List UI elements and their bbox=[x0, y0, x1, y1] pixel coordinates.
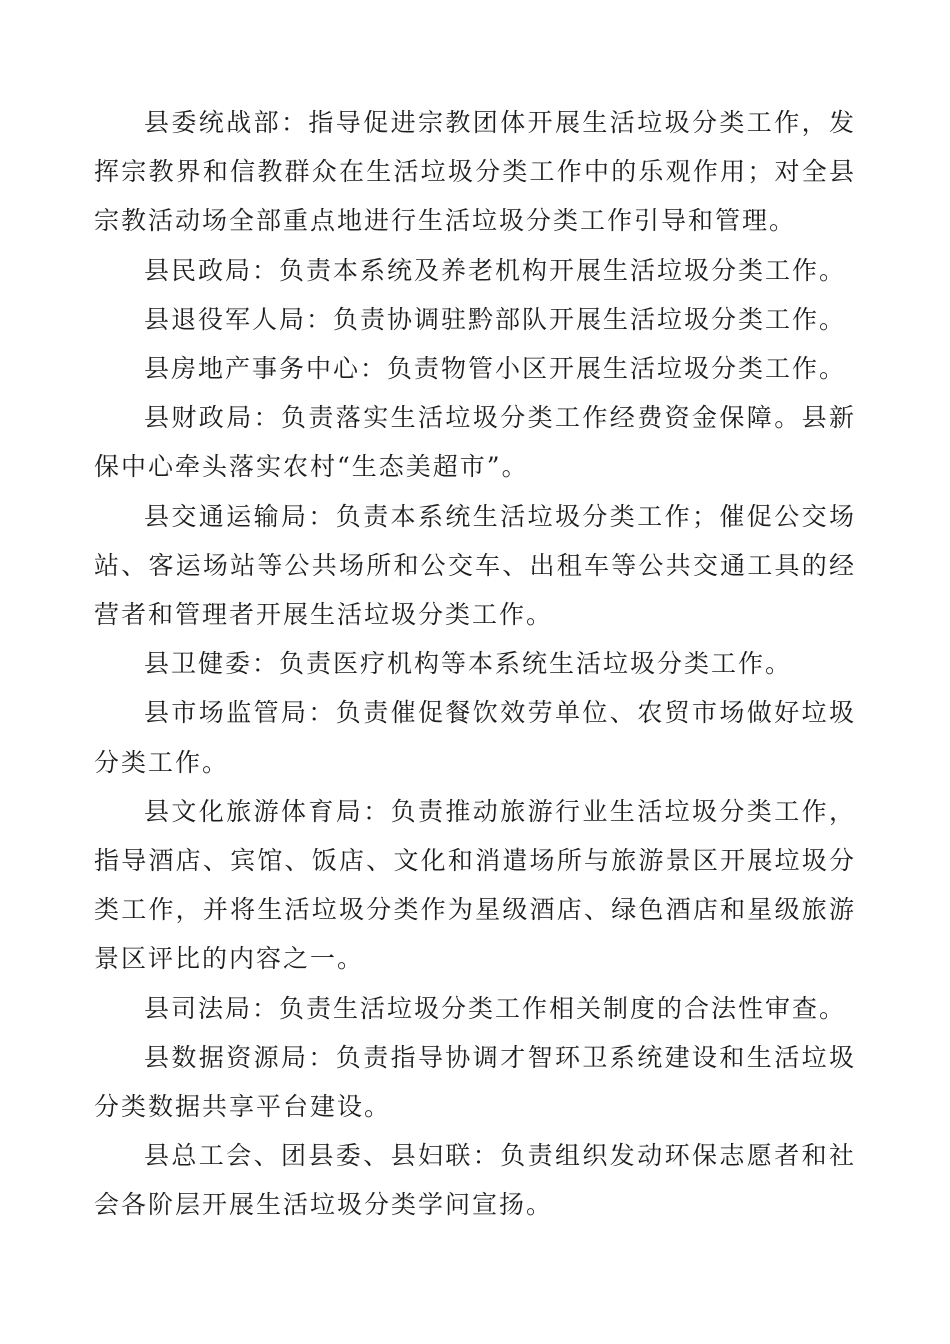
paragraph-veterans-affairs-bureau: 县退役军人局：负责协调驻黔部队开展生活垃圾分类工作。 bbox=[144, 304, 847, 334]
paragraph-civil-affairs-bureau: 县民政局：负责本系统及养老机构开展生活垃圾分类工作。 bbox=[144, 255, 847, 285]
paragraph-data-resources-bureau: 县数据资源局：负责指导协调才智环卫系统建设和生活垃圾分类数据共享平台建设。 bbox=[94, 1042, 856, 1122]
paragraph-trade-union-youth-women: 县总工会、团县委、县妇联：负责组织发动环保志愿者和社会各阶层开展生活垃圾分类学问宣扬。 bbox=[94, 1141, 856, 1220]
paragraph-real-estate-center: 县房地产事务中心：负责物管小区开展生活垃圾分类工作。 bbox=[144, 354, 847, 384]
paragraph-justice-bureau: 县司法局：负责生活垃圾分类工作相关制度的合法性审查。 bbox=[144, 993, 847, 1023]
paragraph-culture-tourism-bureau: 县文化旅游体育局：负责推动旅游行业生活垃圾分类工作，指导酒店、宾馆、饭店、文化和消遣场所与旅游景区开展垃圾分类工作，并将生活垃圾分类作为星级酒店、绿色酒店和星级旅游景区评比的内容之一。 bbox=[94, 796, 856, 974]
paragraph-health-commission: 县卫健委：负责医疗机构等本系统生活垃圾分类工作。 bbox=[144, 649, 793, 679]
paragraph-transport-bureau: 县交通运输局：负责本系统生活垃圾分类工作；催促公交场站、客运场站等公共场所和公交车、出租车等公共交通工具的经营者和管理者开展生活垃圾分类工作。 bbox=[94, 501, 856, 630]
paragraph-market-regulation-bureau: 县市场监管局：负责催促餐饮效劳单位、农贸市场做好垃圾分类工作。 bbox=[94, 698, 856, 777]
document-body bbox=[94, 98, 856, 1230]
paragraph-finance-bureau: 县财政局：负责落实生活垃圾分类工作经费资金保障。县新保中心牵头落实农村“生态美超市”。 bbox=[94, 403, 856, 482]
paragraph-united-front-department: 县委统战部：指导促进宗教团体开展生活垃圾分类工作，发挥宗教界和信教群众在生活垃圾分类工作中的乐观作用；对全县宗教活动场全部重点地进行生活垃圾分类工作引导和管理。 bbox=[94, 108, 856, 236]
